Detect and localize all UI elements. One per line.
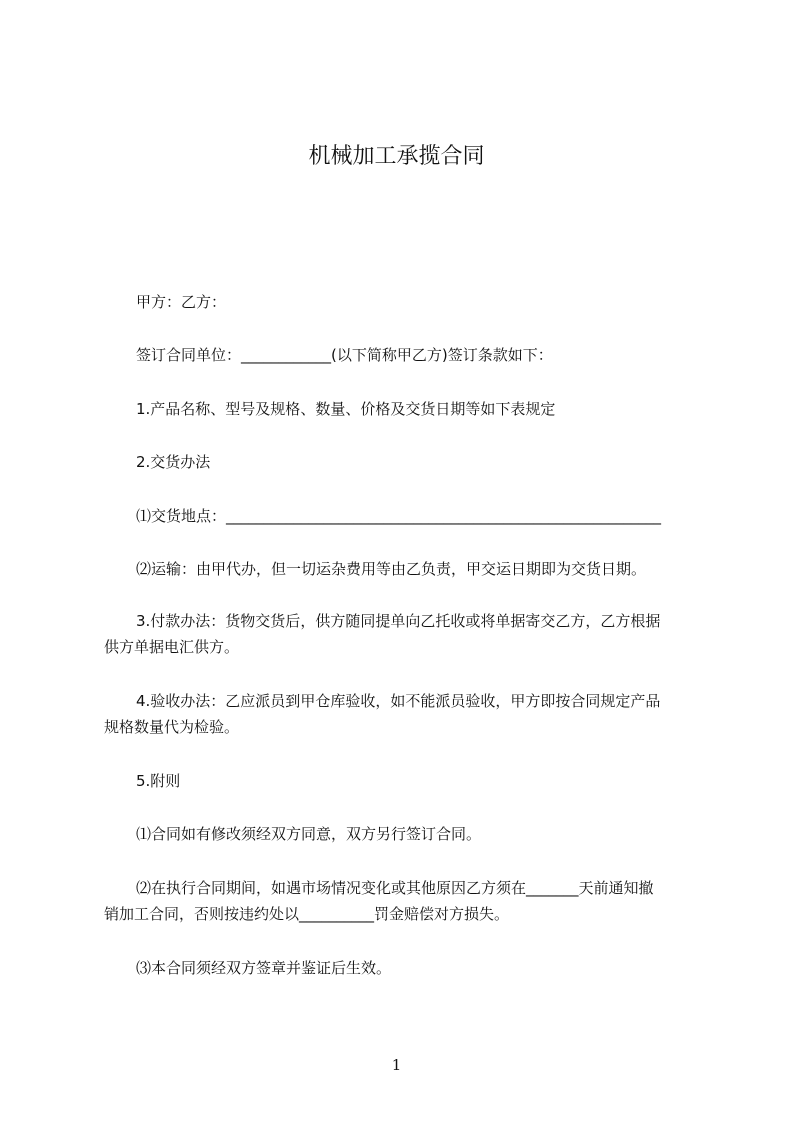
clause-4-acceptance	[104, 688, 704, 740]
clause-1: 1.产品名称、型号及规格、数量、价格及交货日期等如下表规定	[136, 400, 556, 418]
clause-5-1: ⑴合同如有修改须经双方同意，双方另行签订合同。	[136, 825, 482, 843]
document-title: 机械加工承揽合同	[308, 144, 485, 169]
parties-line: 甲方：乙方：	[136, 293, 227, 311]
clause-2-heading: 2.交货办法	[136, 453, 211, 471]
clause-4-line-2: 规格数量代为检验。	[104, 718, 240, 736]
clause-3-line-1: 3.付款办法：货物交货后，供方随同提单向乙托收或将单据寄交乙方，乙方根据	[136, 612, 661, 630]
clause-2-2-transport: ⑵运输：由甲代办，但一切运杂费用等由乙负责，甲交运日期即为交货日期。	[136, 560, 647, 578]
clause-4-line-1: 4.验收办法：乙应派员到甲仓库验收，如不能派员验收，甲方即按合同规定产品	[136, 692, 661, 710]
page-number: 1	[391, 1056, 402, 1074]
clause-3-line-2: 供方单据电汇供方。	[104, 638, 240, 656]
clause-3-payment	[104, 608, 704, 660]
clause-5-2-line-1: ⑵在执行合同期间，如遇市场情况变化或其他原因乙方须在_______天前通知撤	[136, 879, 654, 897]
clause-5-3: ⑶本合同须经双方签章并鉴证后生效。	[136, 959, 392, 977]
clause-5-2-line-2: 销加工合同，否则按违约处以__________罚金赔偿对方损失。	[104, 905, 510, 923]
clause-5-heading: 5.附则	[136, 772, 181, 790]
clause-5-2	[104, 875, 704, 927]
signing-units-line: 签订合同单位：____________(以下简称甲乙方)签订条款如下：	[136, 346, 553, 364]
clause-2-1-delivery-location: ⑴交货地点：__________________________________________________________	[136, 507, 662, 525]
